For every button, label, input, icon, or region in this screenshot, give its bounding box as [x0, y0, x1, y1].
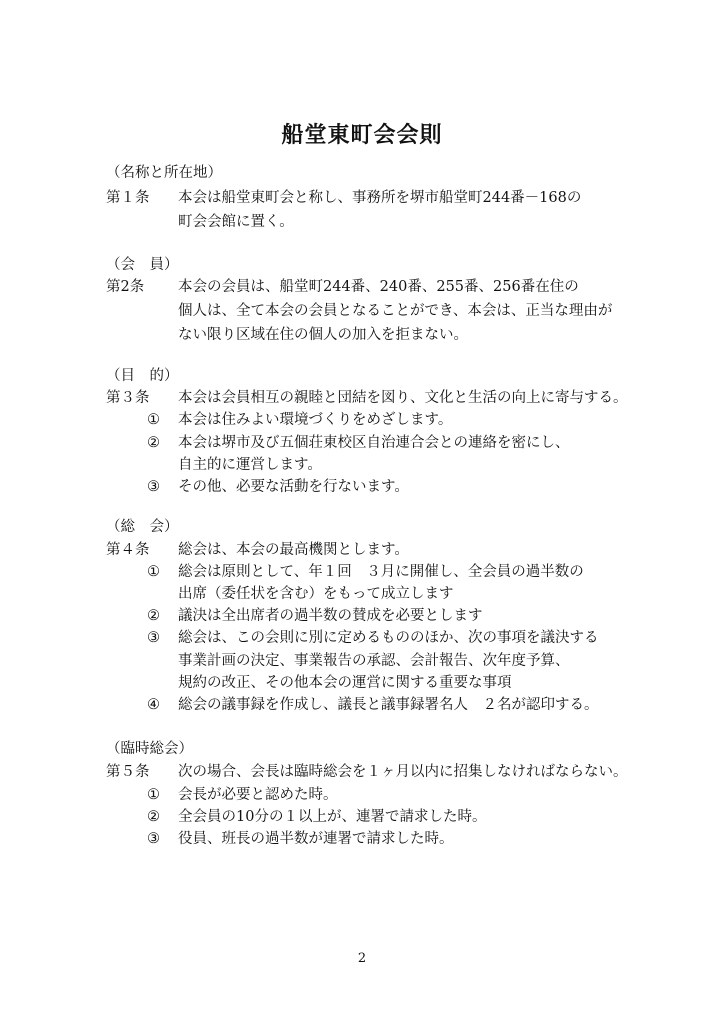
article-3-label: 第３条	[106, 390, 150, 406]
article-3-heading: （目 的）	[106, 368, 179, 384]
article-3-item-3-text: その他、必要な活動を行ないます。	[178, 479, 409, 495]
article-3-item-1-marker: ①	[147, 412, 160, 428]
article-5-item-1-text: 会長が必要と認めた時。	[178, 787, 338, 803]
article-4-item-3-text: 総会は、この会則に別に定めるもののほか、次の事項を議決する	[178, 630, 599, 646]
article-5-item-2-text: 全会員の10分の１以上が、連署で請求した時。	[178, 809, 487, 825]
article-5-label: 第５条	[106, 764, 150, 780]
article-5-heading: （臨時総会）	[106, 741, 193, 757]
article-4-item-3-text: 事業計画の決定、事業報告の承認、会計報告、次年度予算、	[178, 653, 570, 669]
article-3-text: 本会は会員相互の親睦と団結を図り、文化と生活の向上に寄与する。	[178, 390, 628, 406]
article-1-label: 第１条	[106, 190, 150, 206]
page-number: 2	[357, 951, 367, 966]
article-2-label: 第2条	[106, 279, 145, 295]
article-2-text: 本会の会員は、船堂町244番、240番、255番、256番在住の	[178, 279, 579, 295]
article-3-item-1-text: 本会は住みよい環境づくりをめざします。	[178, 412, 453, 428]
article-4-item-4-marker: ④	[147, 697, 160, 713]
article-2-text: 個人は、全て本会の会員となることができ、本会は、正当な理由が	[178, 303, 613, 319]
article-4-item-3-marker: ③	[147, 630, 160, 646]
article-4-item-1-text: 総会は原則として、年１回 ３月に開催し、全会員の過半数の	[178, 564, 584, 580]
article-4-item-4-text: 総会の議事録を作成し、議長と議事録署名人 ２名が認印する。	[178, 697, 599, 713]
article-4-text: 総会は、本会の最高機関とします。	[178, 542, 409, 558]
article-1-heading: （名称と所在地）	[106, 165, 222, 181]
article-4-item-2-text: 議決は全出席者の過半数の賛成を必要とします	[178, 608, 483, 624]
article-3-item-2-text: 自主的に運営します。	[178, 457, 322, 473]
article-4-label: 第４条	[106, 542, 150, 558]
article-4-item-3-text: 規約の改正、その他本会の運営に関する重要な事項	[178, 675, 512, 691]
article-3-item-2-marker: ②	[147, 435, 160, 451]
article-5-item-1-marker: ①	[147, 787, 160, 803]
article-4-heading: （総 会）	[106, 519, 179, 535]
article-5-text: 次の場合、会長は臨時総会を１ヶ月以内に招集しなければならない。	[178, 764, 628, 780]
article-4-item-2-marker: ②	[147, 608, 160, 624]
article-5-item-3-marker: ③	[147, 831, 160, 847]
article-5-item-2-marker: ②	[147, 809, 160, 825]
article-1-text: 本会は船堂東町会と称し、事務所を堺市船堂町244番－168の	[178, 190, 582, 206]
article-5-item-3-text: 役員、班長の過半数が連署で請求した時。	[178, 831, 454, 847]
article-2-text: ない限り区域在住の個人の加入を拒まない。	[178, 327, 468, 343]
document-title: 船堂東町会会則	[281, 122, 443, 148]
article-3-item-2-text: 本会は堺市及び五個荘東校区自治連合会との連絡を密にし、	[178, 435, 570, 451]
article-3-item-3-marker: ③	[147, 479, 160, 495]
article-4-item-1-marker: ①	[147, 564, 160, 580]
article-1-text: 町会会館に置く。	[178, 214, 294, 230]
article-4-item-1-text: 出席（委任状を含む）をもって成立します	[178, 586, 454, 602]
article-2-heading: （会 員）	[106, 257, 179, 273]
